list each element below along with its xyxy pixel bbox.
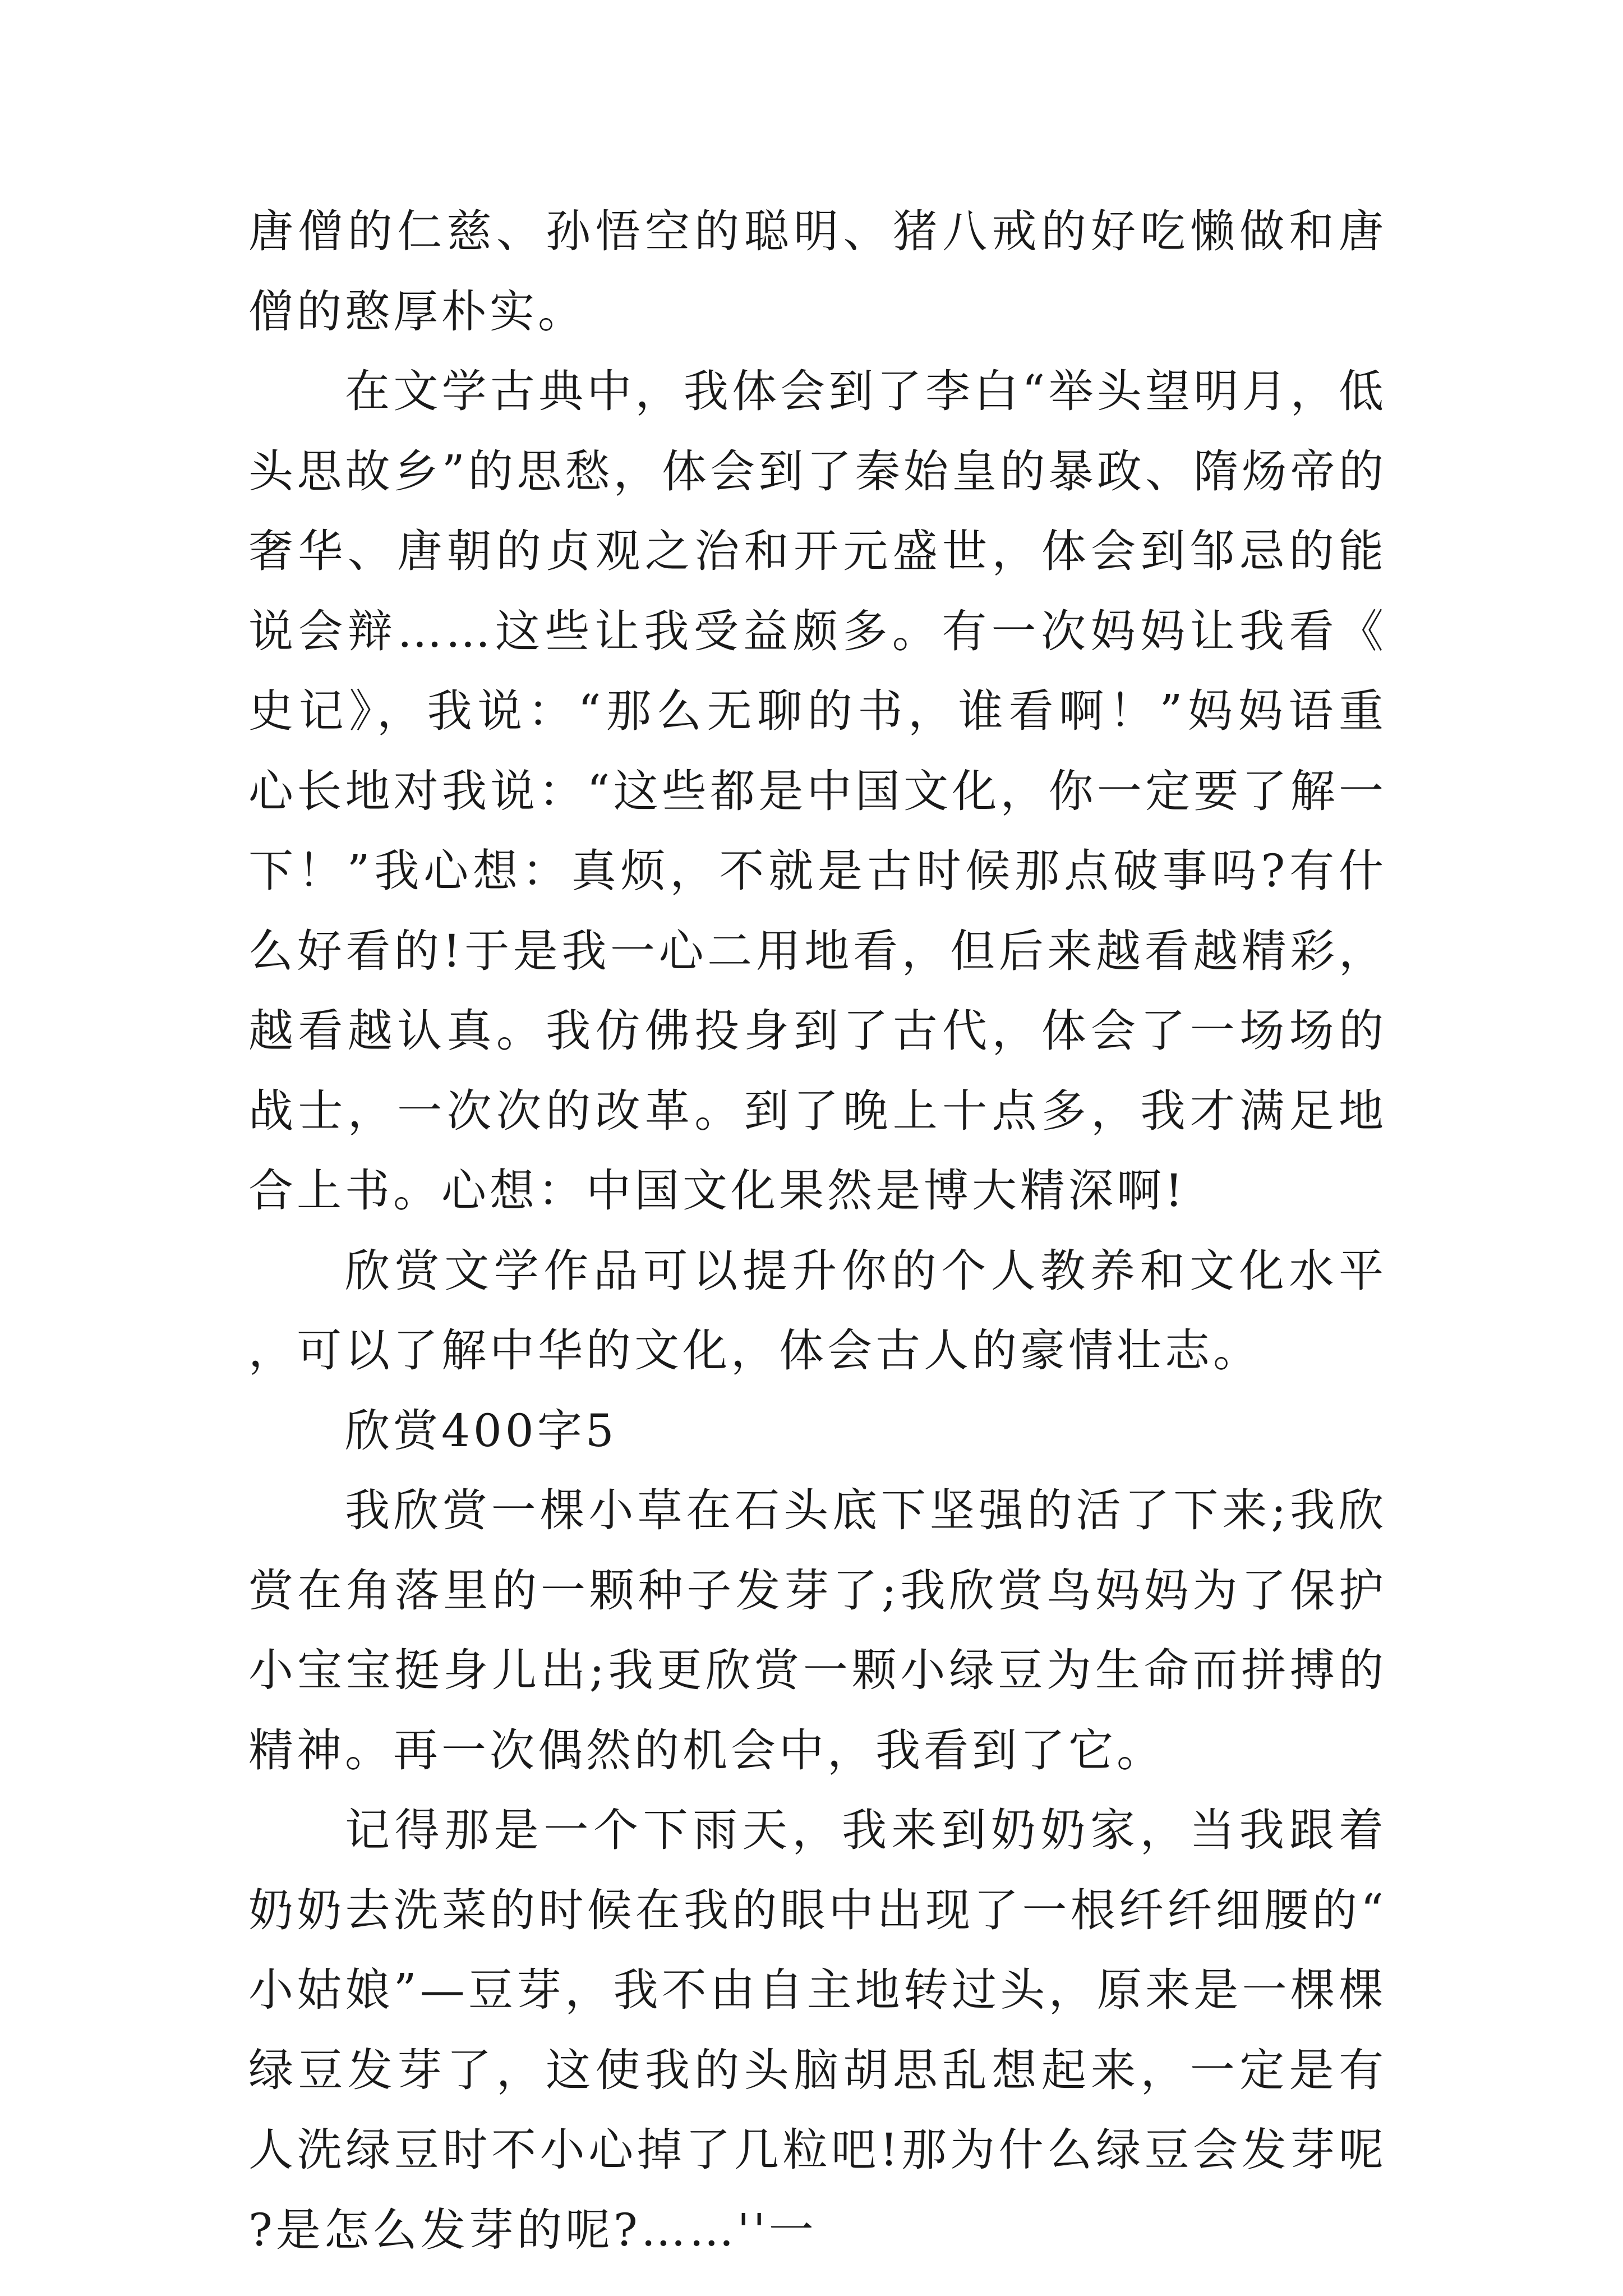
- paragraph-bean-sprout: 记得那是一个下雨天，我来到奶奶家，当我跟着奶奶去洗菜的时候在我的眼中出现了一根纤纤细腰的“小姑娘”—豆芽，我不由自主地转过头，原来是一棵棵绿豆发芽了，这使我的头脑胡思乱想起来，一定是有人洗绿豆时不小心掉了几粒吧!那为什么绿豆会发芽呢?是怎么发芽的呢?……''一: [248, 1804, 1387, 2256]
- section-heading: 欣赏400字5: [345, 1404, 617, 1457]
- document-body: [248, 192, 1387, 2270]
- paragraph-grass-and-seed: 我欣赏一棵小草在石头底下坚强的活了下来;我欣赏在角落里的一颗种子发芽了;我欣赏鸟妈妈为了保护小宝宝挺身儿出;我更欣赏一颗小绿豆为生命而拼搏的精神。再一次偶然的机会中，我看到了它。: [248, 1484, 1387, 1777]
- paragraph-continuation: 唐僧的仁慈、孙悟空的聪明、猪八戒的好吃懒做和唐僧的憨厚朴实。: [248, 205, 1387, 338]
- paragraph-literature-classics: 在文学古典中，我体会到了李白“举头望明月，低头思故乡”的思愁，体会到了秦始皇的暴政、隋炀帝的奢华、唐朝的贞观之治和开元盛世，体会到邹忌的能说会辩……这些让我受益颇多。有一次妈妈让我看《史记》，我说：“那么无聊的书，谁看啊！”妈妈语重心长地对我说：“这些都是中国文化，你一定要了解一下！”我心想：真烦，不就是古时候那点破事吗?有什么好看的!于是我一心二用地看，但后来越看越精彩，越看越认真。我仿佛投身到了古代，体会了一场场的战士，一次次的改革。到了晚上十点多，我才满足地合上书。心想：中国文化果然是博大精深啊!: [248, 365, 1387, 1217]
- paragraph-appreciation-summary: 欣赏文学作品可以提升你的个人教养和文化水平，可以了解中华的文化，体会古人的豪情壮志。: [248, 1244, 1387, 1377]
